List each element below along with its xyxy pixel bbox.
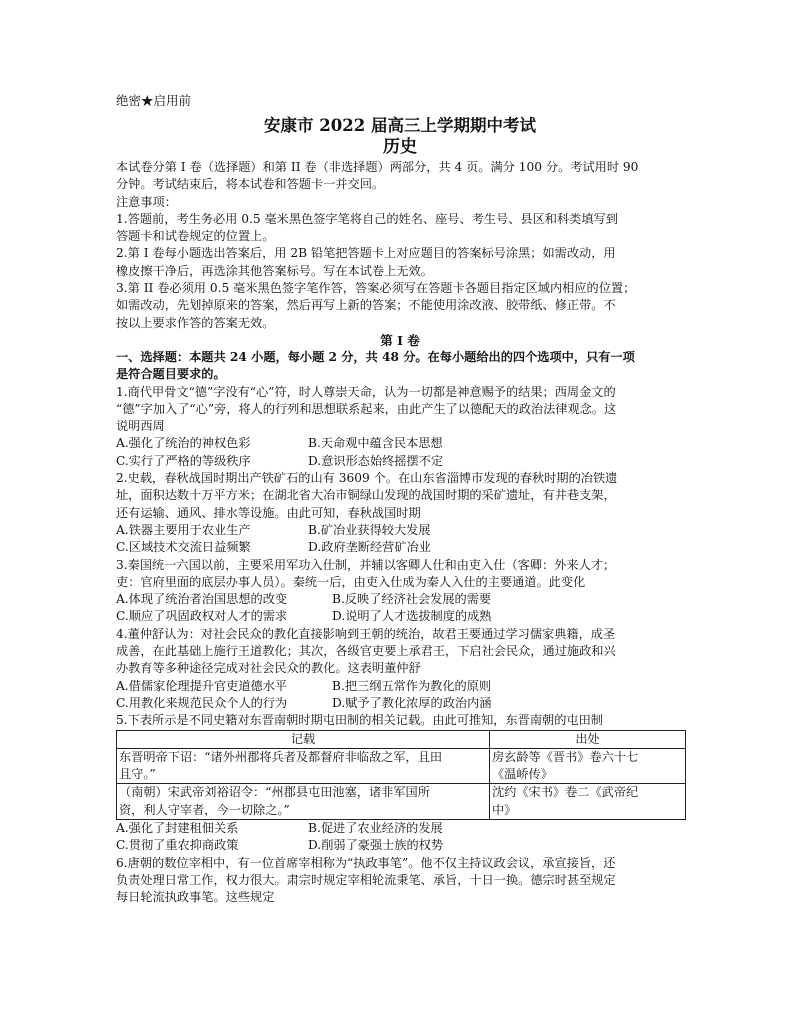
table-cell-record bbox=[117, 748, 490, 784]
cell-line: 且守。” bbox=[119, 767, 156, 782]
option-row bbox=[116, 608, 684, 625]
instruction-line: 分钟。考试结束后，将本试卷和答题卡一并交回。 bbox=[116, 177, 385, 192]
table-cell-source bbox=[490, 784, 686, 820]
question-text: 吏：官府里面的底层办事人员）。秦统一后，由吏入仕成为秦人入仕的主要通道。此变化 bbox=[116, 574, 586, 589]
cell-line: 资，利人守宰者，今一切除之。” bbox=[119, 802, 290, 817]
question-5 bbox=[116, 712, 684, 854]
option-c: C.用教化来规范民众个人的行为 bbox=[116, 695, 288, 710]
option-d: D.政府垄断经营矿冶业 bbox=[308, 540, 431, 555]
question-text: 说明西周 bbox=[116, 419, 165, 434]
option-row bbox=[116, 837, 684, 854]
exam-title: 安康市 2022 届高三上学期期中考试 bbox=[264, 116, 536, 135]
option-a: A.铁器主要用于农业生产 bbox=[116, 522, 251, 537]
instruction-line: 答题卡和试卷规定的位置上。 bbox=[116, 229, 275, 244]
option-b: B.促进了农业经济的发展 bbox=[308, 820, 443, 835]
question-2 bbox=[116, 470, 684, 556]
option-d: D.说明了人才选拔制度的成熟 bbox=[332, 609, 492, 624]
option-c: C.实行了严格的等级秩序 bbox=[116, 453, 251, 468]
question-text: 负责处理日常工作，权力很大。肃宗时规定宰相轮流秉笔、承旨，十日一换。德宗时甚至规定 bbox=[116, 872, 616, 887]
table-row bbox=[117, 784, 686, 820]
volume-label: 第 I 卷 bbox=[380, 332, 420, 348]
table-header-source: 出处 bbox=[490, 730, 686, 748]
question-text: 1.商代甲骨文“德”字没有“心”符，时人尊崇天命，认为一切都是神意赐予的结果；西周金文的 bbox=[116, 384, 616, 399]
option-c: C.区域技术交流日益频繁 bbox=[116, 540, 251, 555]
instruction-line: 如需改动，先划掉原来的答案，然后再写上新的答案；不能使用涂改液、胶带纸、修正带。不 bbox=[116, 298, 616, 313]
question-text: 6.唐朝的数位宰相中，有一位首席宰相称为“执政事笔”。他不仅主持议政会议，承宣接旨，还 bbox=[116, 855, 616, 870]
instruction-line: 本试卷分第 I 卷（选择题）和第 II 卷（非选择题）两部分，共 4 页。满分 100 分。考试用时 90 bbox=[116, 160, 639, 174]
question-text: 址，面积达数十万平方米；在湖北省大冶市铜绿山发现的战国时期的采矿遗址，有井巷支架， bbox=[116, 488, 616, 503]
cell-line: 房玄龄等《晋书》卷六十七 bbox=[492, 749, 639, 764]
instruction-line: 注意事项： bbox=[116, 194, 177, 209]
question-text: 成善，在此基础上施行王道教化；其次，各级官吏要上承君王，下启社会民众，通过施政和兴 bbox=[116, 644, 616, 659]
table-header-record: 记载 bbox=[117, 730, 490, 748]
option-b: B.反映了经济社会发展的需要 bbox=[332, 592, 492, 607]
option-row bbox=[116, 678, 684, 695]
option-row bbox=[116, 453, 684, 470]
question-3 bbox=[116, 557, 684, 626]
question-6 bbox=[116, 855, 684, 907]
option-row bbox=[116, 435, 684, 452]
section-title: 一、选择题：本题共 24 小题，每小题 2 分，共 48 分。在每小题给出的四个选项中，只有一项 bbox=[116, 349, 635, 364]
option-row bbox=[116, 522, 684, 539]
exam-instructions bbox=[116, 159, 684, 332]
question-text: 每日轮流执政事笔。这些规定 bbox=[116, 890, 275, 905]
option-b: B.天命观中蕴含民本思想 bbox=[308, 436, 443, 451]
option-c: C.顺应了巩固政权对人才的需求 bbox=[116, 609, 288, 624]
instruction-line: 3.第 II 卷必须用 0.5 毫米黑色签字笔作答，答案必须写在答题卡各题目指定区域内相应的位置； bbox=[116, 281, 636, 296]
instruction-line: 橡皮擦干净后，再选涂其他答案标号。写在本试卷上无效。 bbox=[116, 263, 433, 278]
option-row bbox=[116, 695, 684, 712]
option-d: D.赋予了教化浓厚的政治内涵 bbox=[332, 695, 492, 710]
option-a: A.体现了统治者治国思想的改变 bbox=[116, 592, 288, 607]
secret-label: 绝密★启用前 bbox=[116, 93, 192, 108]
question-text: 办教育等多种途径完成对社会民众的教化。这表明董仲舒 bbox=[116, 661, 421, 676]
instruction-line: 1.答题前，考生务必用 0.5 毫米黑色签字笔将自己的姓名、座号、考生号、县区和科类填写到 bbox=[116, 211, 618, 226]
option-b: B.把三纲五常作为教化的原则 bbox=[332, 678, 492, 693]
option-a: A.强化了统治的神权色彩 bbox=[116, 436, 251, 451]
exam-page bbox=[116, 92, 684, 906]
question-text: 5.下表所示是不同史籍对东晋南朝时期屯田制的相关记载。由此可推知，东晋南朝的屯田制 bbox=[116, 713, 603, 728]
table-cell-source bbox=[490, 748, 686, 784]
cell-line: 《温峤传》 bbox=[492, 767, 553, 782]
question-text: 2.史载，春秋战国时期出产铁矿石的山有 3609 个。在山东省淄博市发现的春秋时期的冶铁遗 bbox=[116, 471, 618, 486]
question-text: 还有运输、通风、排水等设施。由此可知，春秋战国时期 bbox=[116, 505, 421, 520]
cell-line: 沈约《宋书》卷二《武帝纪 bbox=[492, 785, 639, 800]
question-text: 3.秦国统一六国以前，主要采用军功入仕制，并辅以客卿人仕和由吏入仕（客卿：外来人才； bbox=[116, 557, 616, 572]
table-row bbox=[117, 748, 686, 784]
question-text: “德”字加入了“心”旁，将人的行列和思想联系起来，由此产生了以德配天的政治法律观念。这 bbox=[116, 401, 617, 416]
records-table bbox=[116, 730, 686, 820]
instruction-line: 按以上要求作答的答案无效。 bbox=[116, 315, 275, 330]
question-text: 4.董仲舒认为：对社会民众的教化直接影响到王朝的统治，故君王要通过学习儒家典籍，成圣 bbox=[116, 626, 616, 641]
option-a: A.强化了封建租佃关系 bbox=[116, 820, 239, 835]
option-d: D.削弱了豪强士族的权势 bbox=[308, 838, 444, 853]
question-1 bbox=[116, 384, 684, 470]
option-a: A.借儒家伦理提升官吏道德水平 bbox=[116, 678, 288, 693]
table-header-row bbox=[117, 730, 686, 748]
question-4 bbox=[116, 626, 684, 712]
table-cell-record bbox=[117, 784, 490, 820]
option-c: C.贯彻了重农抑商政策 bbox=[116, 838, 239, 853]
option-row bbox=[116, 591, 684, 608]
instruction-line: 2.第 I 卷每小题选出答案后，用 2B 铅笔把答题卡上对应题目的答案标号涂黑；如需改动，用 bbox=[116, 246, 616, 261]
section-title: 是符合题目要求的。 bbox=[116, 367, 226, 382]
exam-subject: 历史 bbox=[383, 137, 417, 157]
option-d: D.意识形态始终摇摆不定 bbox=[308, 453, 444, 468]
cell-line: （南朝）宋武帝刘裕诏令：“州郡县屯田池塞，诸非军国所 bbox=[119, 785, 430, 800]
option-row bbox=[116, 820, 684, 837]
cell-line: 中》 bbox=[492, 802, 517, 817]
option-row bbox=[116, 539, 684, 556]
cell-line: 东晋明帝下诏：“诸外州郡将兵者及都督府非临敌之军，且田 bbox=[119, 749, 443, 764]
option-b: B.矿冶业获得较大发展 bbox=[308, 522, 431, 537]
